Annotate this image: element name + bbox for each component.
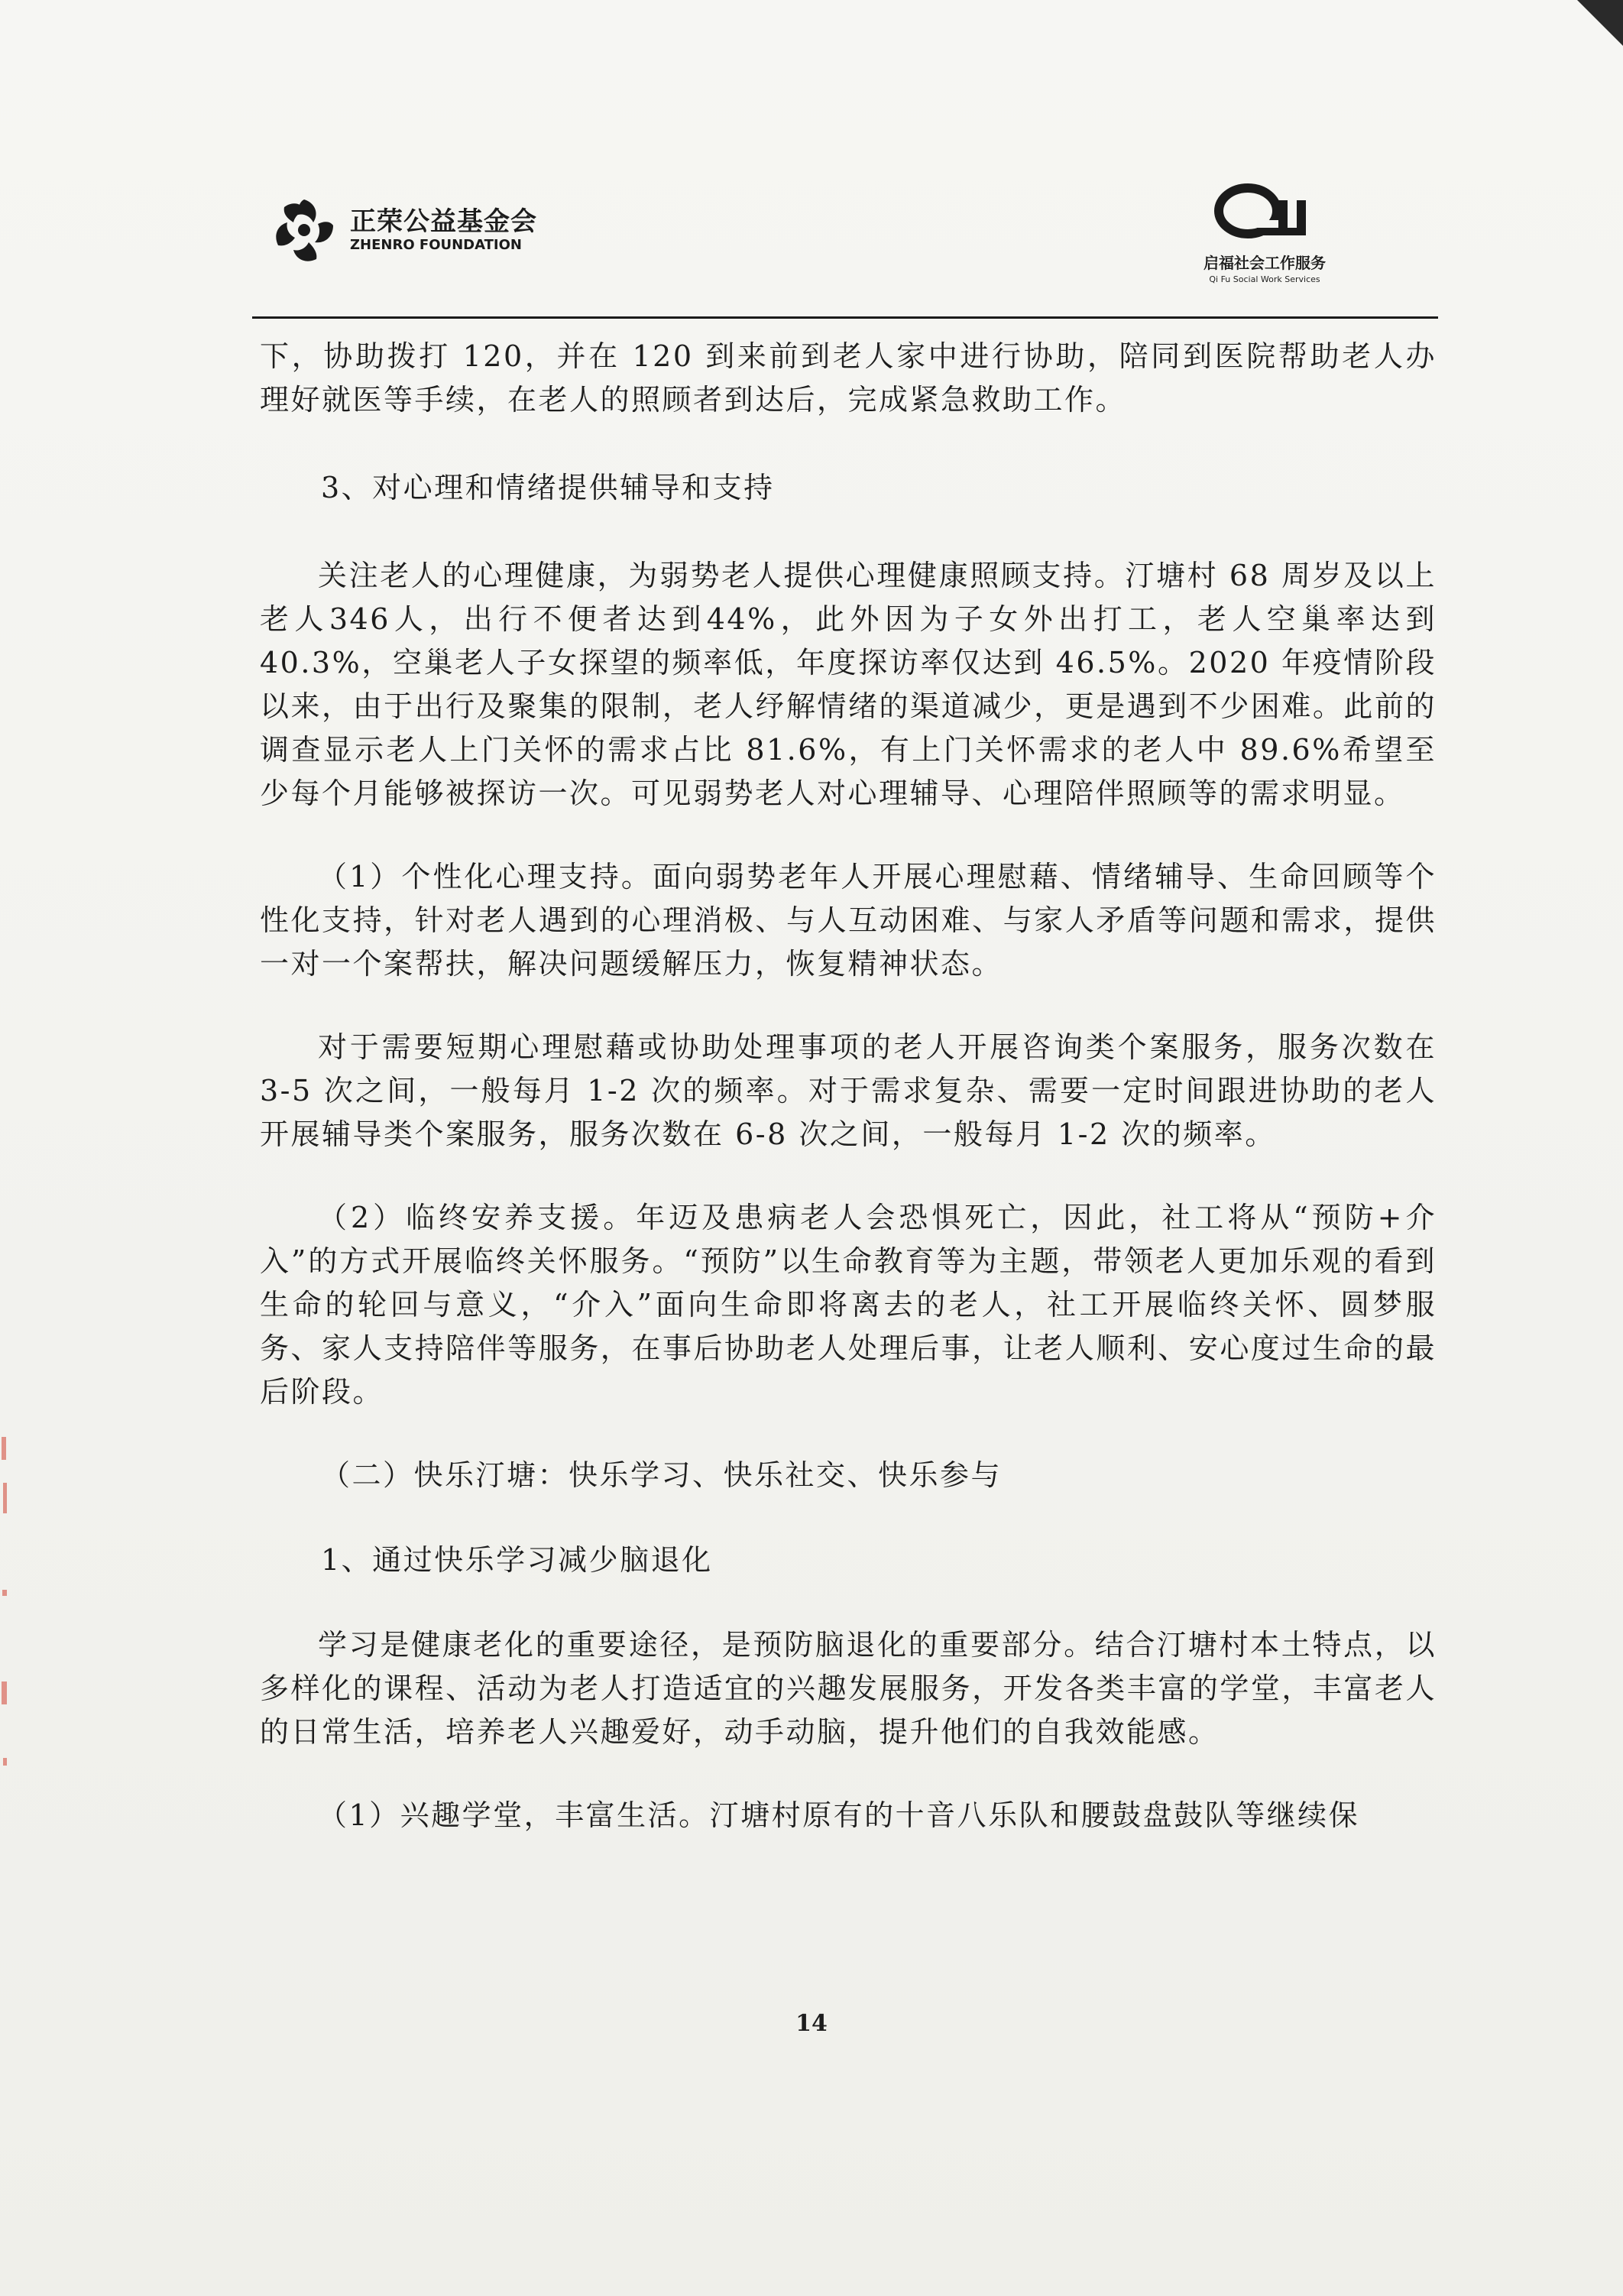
paragraph-interest-school: （1）兴趣学堂，丰富生活。汀塘村原有的十音八乐队和腰鼓盘鼓队等继续保	[318, 1798, 1360, 1832]
paragraph-personalized-support: （1）个性化心理支持。面向弱势老年人开展心理慰藉、情绪辅导、生命回顾等个性化支持，针对老人遇到的心理消极、与人互动困难、与家人矛盾等问题和需求，提供一对一个案帮扶，解决问题缓解压力，恢复精神状态。	[260, 860, 1437, 981]
paragraph-mental-health: 关注老人的心理健康，为弱势老人提供心理健康照顾支持。汀塘村 68 周岁及以上老人346人，出行不便者达到44%，此外因为子女外出打工，老人空巢率达到40.3%，空巢老人子女探望的频率低，年度探访率仅达到 46.5%。2020 年疫情阶段以来，由于出行及聚集的限制，老人纾解情绪的渠道减少，更是遇到不少困难。此前的调查显示老人上门关怀的需求占比 81.6%，有上门关怀需求的老人中 89.6%希望至少每个月能够被探访一次。可见弱势老人对心理辅导、心理陪伴照顾等的需求明显。	[260, 559, 1437, 810]
paragraph-emergency-assist: 下，协助拨打 120，并在 120 到来前到老人家中进行协助，陪同到医院帮助老人办理好就医等手续，在老人的照顾者到达后，完成紧急救助工作。	[260, 339, 1437, 417]
paragraph-case-services: 对于需要短期心理慰藉或协助处理事项的老人开展咨询类个案服务，服务次数在 3-5 次之间，一般每月 1-2 次的频率。对于需求复杂、需要一定时间跟进协助的老人开展辅导类个案服务，服务次数在 6-8 次之间，一般每月 1-2 次的频率。	[260, 1030, 1437, 1151]
edge-stamp-marks	[0, 1437, 17, 1834]
header-divider	[252, 316, 1438, 319]
heading-happy-tingtang: （二）快乐汀塘：快乐学习、快乐社交、快乐参与	[321, 1458, 1003, 1492]
foundation-name-cn: 正荣公益基金会	[350, 206, 537, 237]
zhenro-flower-icon	[269, 195, 339, 265]
zhenro-foundation-logo	[269, 195, 537, 265]
qifu-logo-icon	[1211, 177, 1318, 246]
qifu-logo	[1177, 177, 1352, 284]
heading-psychological-support: 3、对心理和情绪提供辅导和支持	[321, 471, 775, 504]
foundation-name-en: ZHENRO FOUNDATION	[350, 237, 522, 253]
paragraph-end-of-life-care: （2）临终安养支援。年迈及患病老人会恐惧死亡，因此，社工将从“预防+介入”的方式开展临终关怀服务。“预防”以生命教育等为主题，带领老人更加乐观的看到生命的轮回与意义，“介入”面向生命即将离去的老人，社工开展临终关怀、圆梦服务、家人支持陪伴等服务，在事后协助老人处理后事，让老人顺利、安心度过生命的最后阶段。	[260, 1201, 1437, 1409]
page-number: 14	[795, 2010, 828, 2037]
document-body	[260, 335, 1437, 1837]
page-corner-shadow	[1577, 0, 1623, 46]
heading-happy-learning: 1、通过快乐学习减少脑退化	[321, 1543, 713, 1577]
paragraph-learning-importance: 学习是健康老化的重要途径，是预防脑退化的重要部分。结合汀塘村本土特点，以多样化的课程、活动为老人打造适宜的兴趣发展服务，开发各类丰富的学堂，丰富老人的日常生活，培养老人兴趣爱好，动手动脑，提升他们的自我效能感。	[260, 1628, 1437, 1749]
qifu-name-cn: 启福社会工作服务	[1203, 254, 1326, 272]
qifu-name-en: Qi Fu Social Work Services	[1209, 274, 1320, 284]
